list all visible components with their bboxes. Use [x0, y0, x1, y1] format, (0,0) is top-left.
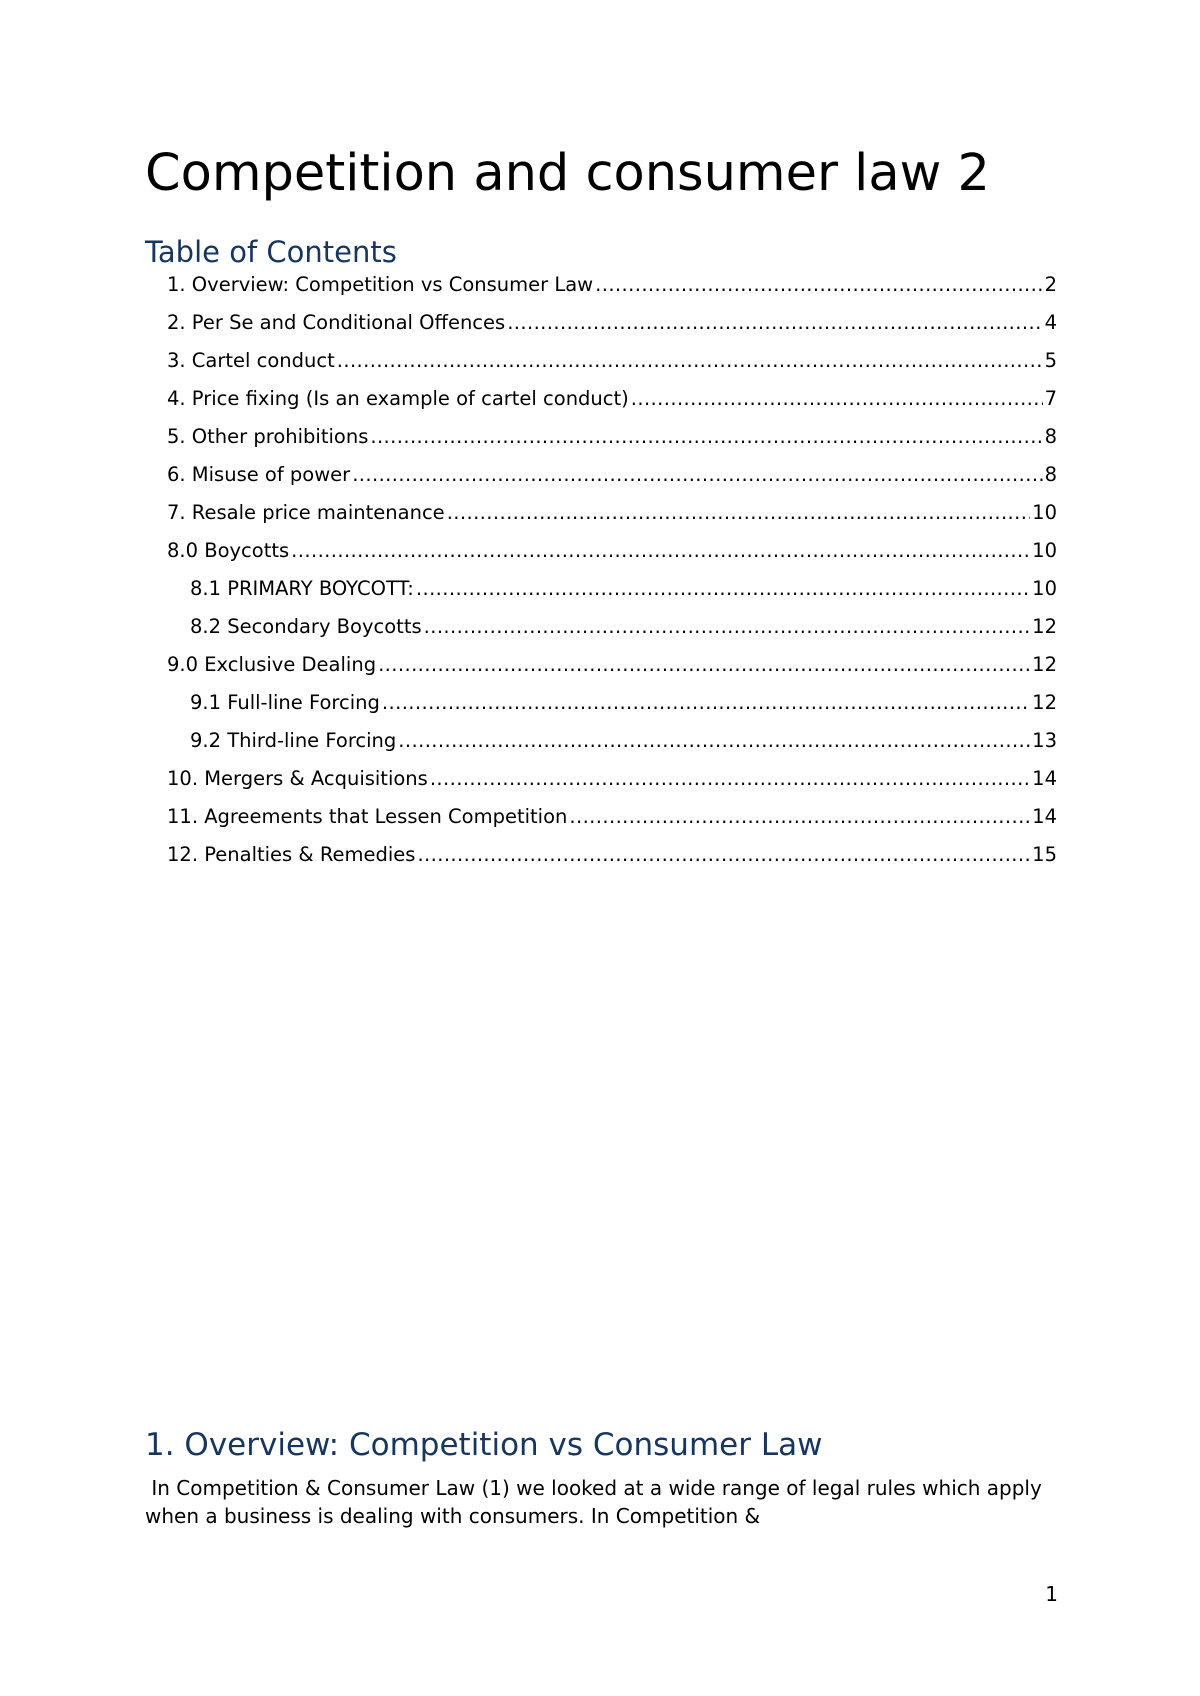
- toc-entry-page: 10: [1032, 577, 1057, 600]
- toc-entry-page: 7: [1044, 387, 1057, 410]
- toc-dot-leader: [631, 384, 1043, 414]
- toc-dot-leader: [337, 346, 1043, 376]
- toc-dot-leader: [417, 840, 1030, 870]
- toc-dot-leader: [291, 536, 1030, 566]
- toc-subentry[interactable]: [190, 726, 1057, 756]
- toc-entry-label: 9.2 Third-line Forcing: [190, 729, 397, 752]
- toc-entry[interactable]: [167, 422, 1057, 452]
- toc-entry-page: 10: [1032, 501, 1057, 524]
- toc-entry-page: 15: [1032, 843, 1057, 866]
- toc-heading: Table of Contents: [145, 235, 397, 269]
- toc-dot-leader: [447, 498, 1030, 528]
- toc-entry[interactable]: [167, 802, 1057, 832]
- page-number: 1: [1045, 1582, 1058, 1606]
- toc-dot-leader: [352, 460, 1042, 490]
- toc-entry[interactable]: [167, 384, 1057, 414]
- toc-dot-leader: [424, 612, 1031, 642]
- toc-dot-leader: [398, 726, 1030, 756]
- toc-dot-leader: [507, 308, 1042, 338]
- section-body-text: In Competition & Consumer Law (1) we looked at a wide range of legal rules which apply when a business is dealing with consumers. In Competition &: [145, 1476, 1049, 1528]
- toc-entry-label: 2. Per Se and Conditional Offences: [167, 311, 506, 334]
- document-title: Competition and consumer law 2: [145, 144, 990, 203]
- toc-entry[interactable]: [167, 498, 1057, 528]
- toc-entry-label: 9.1 Full-line Forcing: [190, 691, 380, 714]
- toc-entry-page: 13: [1032, 729, 1057, 752]
- toc-entry-page: 12: [1032, 691, 1057, 714]
- toc-entry[interactable]: [167, 346, 1057, 376]
- toc-subentry[interactable]: [190, 612, 1057, 642]
- toc-entry[interactable]: [167, 764, 1057, 794]
- toc-entry-page: 4: [1044, 311, 1057, 334]
- toc-entry-page: 12: [1032, 653, 1057, 676]
- toc-entry-page: 14: [1032, 767, 1057, 790]
- toc-dot-leader: [416, 574, 1030, 604]
- toc-entry-label: 6. Misuse of power: [167, 463, 351, 486]
- toc-entry-label: 11. Agreements that Lessen Competition: [167, 805, 568, 828]
- toc-entry-label: 5. Other prohibitions: [167, 425, 369, 448]
- toc-dot-leader: [382, 688, 1030, 718]
- toc-entry-label: 12. Penalties & Remedies: [167, 843, 416, 866]
- toc-entry-label: 4. Price fixing (Is an example of cartel conduct): [167, 387, 629, 410]
- toc-entry-label: 8.0 Boycotts: [167, 539, 290, 562]
- toc-subentry[interactable]: [190, 574, 1057, 604]
- toc-entry-page: 10: [1032, 539, 1057, 562]
- toc-entry-label: 8.2 Secondary Boycotts: [190, 615, 422, 638]
- toc-dot-leader: [595, 270, 1042, 300]
- toc-entry-label: 8.1 PRIMARY BOYCOTT:: [190, 577, 414, 600]
- toc-entry[interactable]: [167, 536, 1057, 566]
- toc-dot-leader: [569, 802, 1030, 832]
- toc-entry-label: 9.0 Exclusive Dealing: [167, 653, 377, 676]
- toc-dot-leader: [370, 422, 1042, 452]
- toc-entry[interactable]: [167, 650, 1057, 680]
- toc-dot-leader: [378, 650, 1030, 680]
- toc-entry-label: 3. Cartel conduct: [167, 349, 335, 372]
- section-heading: 1. Overview: Competition vs Consumer Law: [145, 1427, 823, 1463]
- toc-entry-label: 10. Mergers & Acquisitions: [167, 767, 428, 790]
- toc-entry-page: 12: [1032, 615, 1057, 638]
- toc-entry-label: 1. Overview: Competition vs Consumer Law: [167, 273, 594, 296]
- toc-entry-page: 2: [1044, 273, 1057, 296]
- toc-subentry[interactable]: [190, 688, 1057, 718]
- toc-entry-page: 8: [1044, 425, 1057, 448]
- toc-entry[interactable]: [167, 308, 1057, 338]
- toc-entry[interactable]: [167, 840, 1057, 870]
- toc-entry-page: 5: [1044, 349, 1057, 372]
- toc-entry-page: 8: [1044, 463, 1057, 486]
- toc-entry-page: 14: [1032, 805, 1057, 828]
- toc-entry[interactable]: [167, 270, 1057, 300]
- toc-dot-leader: [430, 764, 1030, 794]
- toc-entry-label: 7. Resale price maintenance: [167, 501, 445, 524]
- toc-entry[interactable]: [167, 460, 1057, 490]
